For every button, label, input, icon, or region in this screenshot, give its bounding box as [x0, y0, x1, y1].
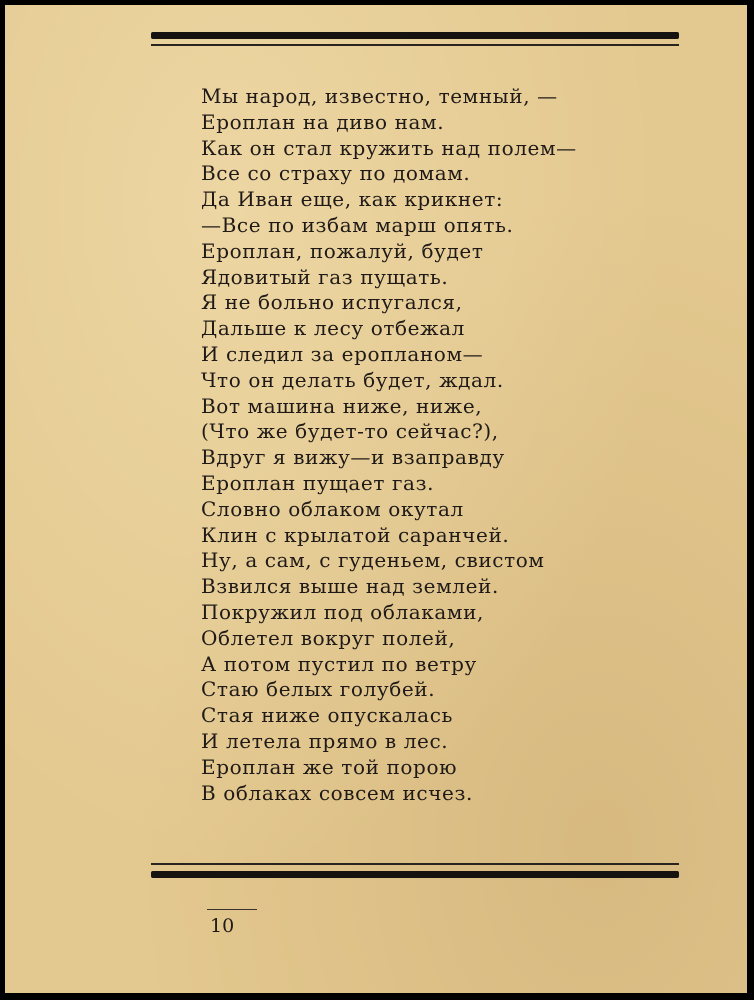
- poem-line: Облетел вокруг полей,: [201, 625, 456, 650]
- poem-line: Стаю белых голубей.: [201, 677, 436, 702]
- poem-line: —Все по избам марш опять.: [201, 212, 514, 237]
- poem-line: Вдруг я вижу—и взаправду: [201, 445, 505, 470]
- book-page: [5, 5, 747, 993]
- top-thick-rule: [151, 32, 679, 39]
- poem-line: Как он стал кружить над полем—: [201, 135, 577, 160]
- poem-text: [201, 84, 701, 806]
- poem-line: Что он делать будет, ждал.: [201, 367, 504, 392]
- poem-line: Да Иван еще, как крикнет:: [201, 187, 504, 212]
- poem-line: Я не больно испугался,: [201, 290, 463, 315]
- poem-line: Вот машина ниже, ниже,: [201, 393, 483, 418]
- poem-line: Ероплан, пожалуй, будет: [201, 238, 484, 263]
- bottom-thin-rule: [151, 863, 679, 865]
- poem-line: Стая ниже опускалась: [201, 703, 453, 728]
- poem-line: (Что же будет-то сейчас?),: [201, 419, 499, 444]
- page-number-rule: [207, 909, 257, 910]
- poem-line: Ероплан на диво нам.: [201, 109, 445, 134]
- poem-line: Ну, а сам, с гуденьем, свистом: [201, 548, 545, 573]
- poem-line: И следил за еропланом—: [201, 341, 484, 366]
- poem-line: В облаках совсем исчез.: [201, 780, 473, 805]
- page-number: 10: [210, 915, 235, 937]
- poem-line: Взвился выше над землей.: [201, 574, 499, 599]
- poem-line: Покружил под облаками,: [201, 599, 484, 624]
- poem-line: Клин с крылатой саранчей.: [201, 522, 510, 547]
- poem-line: Словно облаком окутал: [201, 496, 464, 521]
- poem-line: Дальше к лесу отбежал: [201, 316, 465, 341]
- poem-line: Ядовитый газ пущать.: [201, 264, 449, 289]
- bottom-thick-rule: [151, 871, 679, 878]
- poem-line: Ероплан же той порою: [201, 754, 458, 779]
- poem-line: Ероплан пущает газ.: [201, 470, 435, 495]
- poem-line: И летела прямо в лес.: [201, 728, 449, 753]
- poem-line: А потом пустил по ветру: [201, 651, 477, 676]
- top-thin-rule: [151, 44, 679, 46]
- poem-line: Все со страху по домам.: [201, 161, 471, 186]
- poem-line: Мы народ, известно, темный, —: [201, 84, 558, 108]
